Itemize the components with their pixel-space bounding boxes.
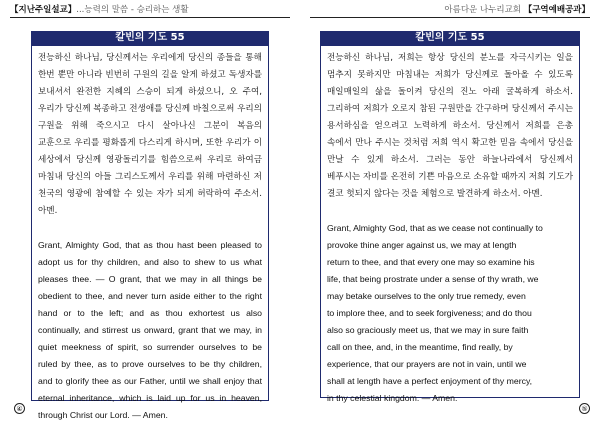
- english-line: also so graciously meet us, that we may in sure faith: [327, 325, 529, 335]
- left-header-subtitle: ...능력의 말씀 - 승리하는 생활: [76, 5, 189, 15]
- right-korean-prayer: 전능하신 하나님, 저희는 항상 당신의 분노를 자극시키는 일을 멈추지 못하지만 마침내는 저희가 당신께로 돌아올 수 있도록 매일매일의 삶을 돌이켜 당신의 진노 아래 굴복하게 하소서. 그리하여 저희가 오로지 참된 구원만을 간구하며 당신께서 주시는 용서하심을 얻으려고 노력하게 하소서. 당신께서 저희를 은총 속에서 만나 주시는 것처럼 저희 역시 확고한 믿음 속에서 당신을 만날 수 있게 하소서. 그러는 동안 하늘나라에서 당신께서 베푸시는 자비를 온전히 기쁜 마음으로 소유할 때까지 저희 기도가 결코 헛되지 않다는 것을 체험으로 발견하게 하소서. 아멘.: [327, 53, 573, 199]
- english-line: life, that being prostrate under a sense of thy wrath, we: [327, 274, 539, 284]
- right-page-number: ⑤: [579, 403, 590, 414]
- right-english-prayer: [327, 220, 573, 407]
- right-header-rule: [310, 17, 590, 18]
- english-line: Grant, Almighty God, that as we cease not continually to: [327, 223, 543, 233]
- right-header-tag: 【구역예배공과】: [523, 5, 590, 15]
- english-line: to implore thee, and to seek forgiveness; and do thou: [327, 308, 532, 318]
- english-line: in thy celestial kingdom. — Amen.: [327, 393, 458, 403]
- right-header: [444, 5, 590, 15]
- right-prayer-box: [320, 45, 580, 403]
- right-spacer: [327, 203, 573, 220]
- left-prayer-title: 칼빈의 기도 55: [31, 31, 269, 45]
- left-korean-prayer: 전능하신 하나님, 당신께서는 우리에게 당신의 종들을 통해 한번 뿐만 아니라 빈번히 구원의 길을 알게 하셨고 독생자를 보내셔서 완전한 지혜의 스승이 되게 하셨으니, 오 주여, 우리가 당신께 복종하고 전생애를 당신께 바칠으로써 우리의 구원을 위해 죽으시고 다시 살아나신 그분이 복음의 교훈으로 우리를 평화롭게 다스리게 하시며, 또한 우리가 이 세상에서 당신께 영광돌리기를 힘씀으로써 우리로 하여금 마침내 당신의 아들 그리스도께서 우리를 위해 마련하신 저 천국의 영광에 참예할 수 있는 자가 되게 허락하여 주소서. 아멘.: [38, 53, 262, 216]
- right-page: [300, 0, 600, 424]
- left-spacer: [38, 220, 262, 237]
- left-page-number: ④: [14, 403, 25, 414]
- english-line: experience, that our prayers are not in vain, until we: [327, 359, 527, 369]
- english-line: provoke thine anger against us, we may at length: [327, 240, 517, 250]
- left-header-tag: 【지난주일설교】: [10, 5, 77, 15]
- english-line: call on thee, and, in the meantime, find really, by: [327, 342, 513, 352]
- left-header: [10, 5, 189, 15]
- english-line: may betake ourselves to the only true remedy, even: [327, 291, 526, 301]
- left-prayer-box: [31, 45, 269, 420]
- english-line: return to thee, and that every one may so examine his: [327, 257, 535, 267]
- left-header-rule: [10, 17, 290, 18]
- right-prayer-title: 칼빈의 기도 55: [320, 31, 580, 45]
- english-line: shall at length have a perfect enjoyment of thy mercy,: [327, 376, 533, 386]
- left-english-prayer: Grant, Almighty God, that as thou hast been pleased to adopt us for thy children, and also to shew to us what pleases thee. — O grant, that we may in all things be obedient to thee, and never turn aside either to the right hand or to the left; and as thou exhortest us also continually, and stirrest us onward, grant that we may, in quiet meekness of spirit, so surrender ourselves to be ruled by thee, as to prove ourselves to be thy children, and to glorify thee as our Father, until we shall enjoy that eternal inheritance, which is laid up for us in heaven, through Christ our Lord. — Amen.: [38, 240, 262, 420]
- right-header-subtitle: 아름다운 나누리교회: [444, 5, 522, 15]
